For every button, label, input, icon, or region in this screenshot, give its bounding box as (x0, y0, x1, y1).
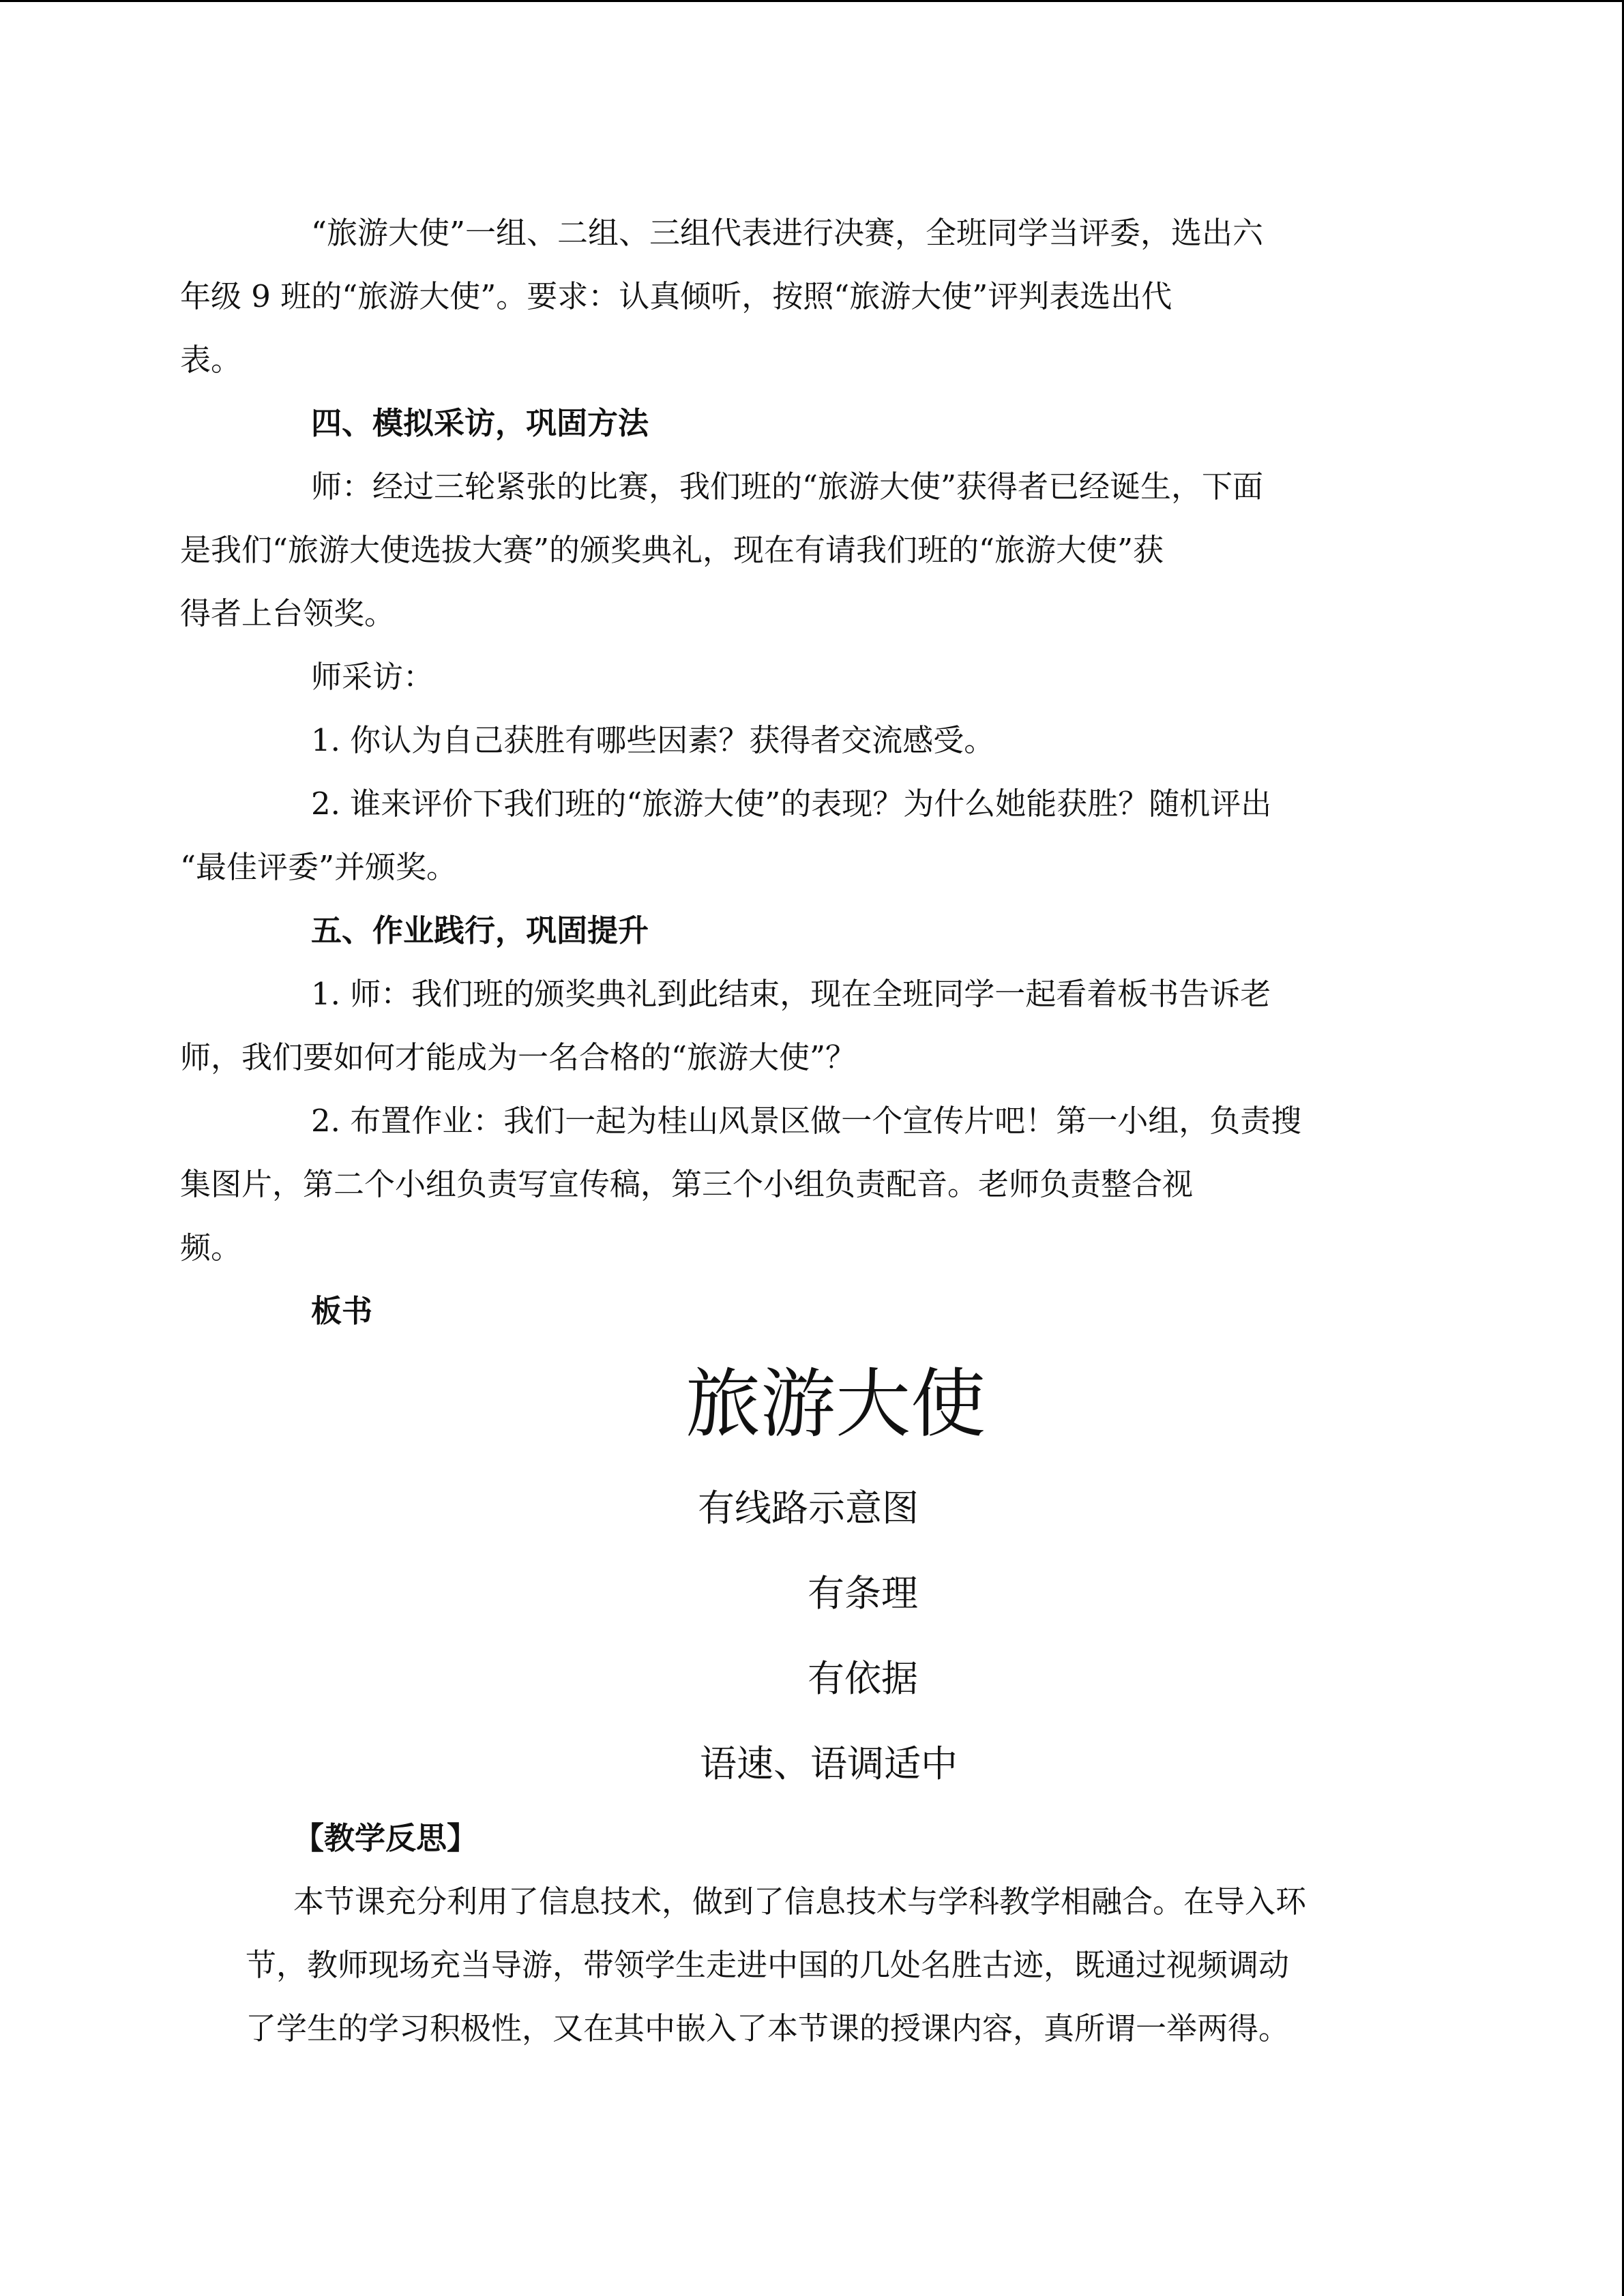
paragraph-question-two (180, 772, 1371, 899)
text-line: 年级 9 班的“旅游大使”。要求：认真倾听，按照“旅游大使”评判表选出代 (180, 278, 1172, 314)
text-line: “旅游大使”一组、二组、三组代表进行决赛，全班同学当评委，选出六 (311, 215, 1264, 251)
text-line: 2. 谁来评价下我们班的“旅游大使”的表现？为什么她能获胜？随机评出 (311, 786, 1272, 822)
text-line: 本节课充分利用了信息技术，做到了信息技术与学科教学相融合。在导入环 (293, 1883, 1307, 1920)
section-heading-four: 四、模拟采访，巩固方法 (311, 405, 649, 441)
text-line: 频。 (180, 1229, 242, 1266)
reflection-heading: 【教学反思】 (293, 1820, 478, 1856)
text-line: 2. 布置作业：我们一起为桂山风景区做一个宣传片吧！第一小组，负责搜 (311, 1103, 1302, 1139)
document-body (180, 201, 1371, 2060)
paragraph-homework-one (180, 962, 1371, 1089)
text-line: 集图片，第二个小组负责写宣传稿，第三个小组负责配音。老师负责整合视 (180, 1166, 1194, 1202)
text-line: “最佳评委”并颁奖。 (180, 849, 458, 885)
reflection-paragraph (246, 1870, 1371, 2060)
board-item: 有线路示意图 (698, 1487, 919, 1530)
text-line: 是我们“旅游大使选拔大赛”的颁奖典礼，现在有请我们班的“旅游大使”获 (180, 532, 1164, 568)
board-item: 有依据 (808, 1657, 918, 1700)
paragraph-teacher-interview: 师采访： (311, 659, 434, 695)
paragraph-award-ceremony (180, 455, 1371, 645)
text-line: 节，教师现场充当导游，带领学生走进中国的几处名胜古迹，既通过视频调动 (246, 1947, 1290, 1983)
board-item: 有条理 (808, 1572, 918, 1615)
paragraph-homework-two (180, 1089, 1371, 1279)
board-label: 板书 (311, 1293, 373, 1329)
paragraph-final-contest (180, 201, 1371, 391)
page-top-border (0, 0, 1624, 2)
text-line: 1. 师：我们班的颁奖典礼到此结束，现在全班同学一起看着板书告诉老 (311, 976, 1271, 1012)
board-title: 旅游大使 (685, 1360, 986, 1448)
board-item: 语速、语调适中 (700, 1742, 958, 1785)
text-line: 了学生的学习积极性，又在其中嵌入了本节课的授课内容，真所谓一举两得。 (246, 2010, 1290, 2046)
blackboard-summary (246, 1350, 1371, 1806)
section-heading-five: 五、作业践行，巩固提升 (311, 912, 649, 949)
text-line: 表。 (180, 342, 242, 378)
paragraph-question-one: 1. 你认为自己获胜有哪些因素？获得者交流感受。 (311, 722, 995, 758)
text-line: 师：经过三轮紧张的比赛，我们班的“旅游大使”获得者已经诞生，下面 (311, 468, 1264, 505)
text-line: 师，我们要如何才能成为一名合格的“旅游大使”？ (180, 1039, 857, 1075)
text-line: 得者上台领奖。 (180, 595, 396, 631)
